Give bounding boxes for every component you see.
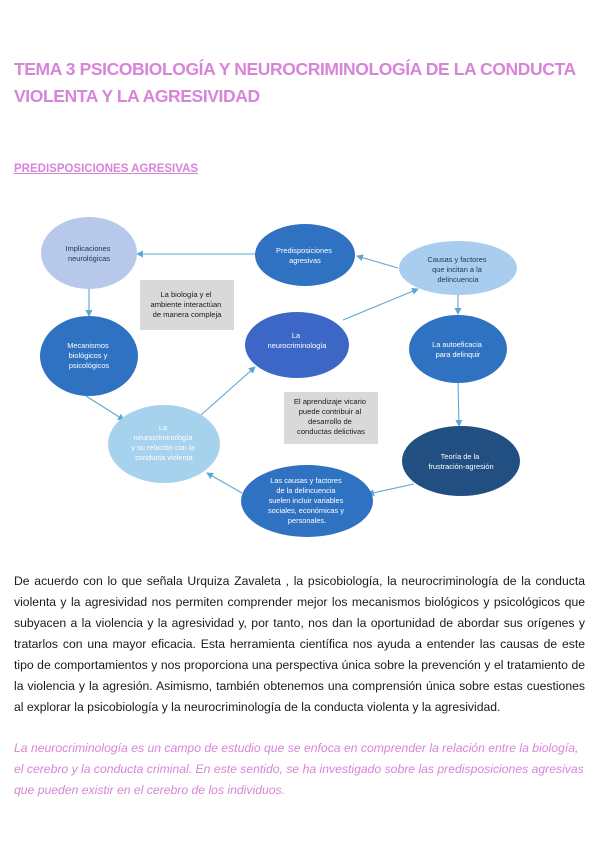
svg-text:La neurocriminología: La neurocriminología bbox=[267, 331, 327, 350]
svg-text:La autoeficacia para d: La autoeficacia para delinquir bbox=[432, 340, 482, 359]
arrow-mecanismos-relacion bbox=[86, 396, 124, 420]
arrow-autoeficacia-teoria bbox=[458, 382, 459, 426]
arrow-variables-relacion bbox=[207, 473, 242, 493]
concept-diagram bbox=[0, 195, 600, 545]
svg-text:El aprendizaje vicario: El aprendizaje vicario puede contribuir al desarrollo de conductas delictivas bbox=[293, 397, 367, 436]
node-neurocriminologia-relacion bbox=[108, 405, 220, 483]
arrow-teoria-variables bbox=[368, 484, 414, 494]
node-predisposiciones-agresivas bbox=[255, 224, 355, 286]
svg-text:Teoría de la frustraci: Teoría de la frustración-agresión bbox=[428, 452, 494, 471]
svg-text:La biología y el ambie: La biología y el ambiente interactúan de manera compleja bbox=[150, 290, 222, 319]
arrow-relacion-neuro bbox=[201, 367, 255, 415]
svg-text:Implicaciones neurológ: Implicaciones neurológicas bbox=[65, 244, 111, 263]
note-aprendizaje-vicario bbox=[284, 392, 378, 444]
svg-text:La neurocriminología: La neurocriminología y su relación con la conducta violenta bbox=[131, 423, 195, 462]
arrow-neuro-causas bbox=[343, 289, 418, 320]
italic-paragraph: La neurocriminología es un campo de estudio que se enfoca en comprender la relación entre la biología, el cerebro y la conducta criminal. En este sentido, se ha investigado sobre las predisposiciones agresivas que pueden existir en el cerebro de los individuos. bbox=[14, 741, 584, 797]
document-title: TEMA 3 PSICOBIOLOGÍA Y NEUROCRIMINOLOGÍA DE LA CONDUCTA VIOLENTA Y LA AGRESIVIDAD bbox=[14, 59, 576, 106]
node-neurocriminologia bbox=[245, 312, 349, 378]
body-paragraph: De acuerdo con lo que señala Urquiza Zavaleta , la psicobiología, la neurocriminología de la conducta violenta y la agresividad nos permiten comprender mejor los mecanismos biológicos y psicológicos que subyacen a la violencia y la agresividad y, por tanto, nos dan la oportunidad de abordar sus orígenes y tratarlos con una mayor eficacia. Esta herramienta científica nos ayuda a entender las causas de este tipo de comportamientos y nos proporciona una perspectiva única sobre la prevención y el tratamiento de la violencia y la agresión. Asimismo, también obtenemos una comprensión única sobre estas cuestiones al explorar la psicobiología y la neurocriminología de la conducta violenta y la agresividad. bbox=[14, 574, 585, 714]
section-heading: PREDISPOSICIONES AGRESIVAS bbox=[14, 163, 199, 175]
svg-text:Las causas y factores: Las causas y factores de la delincuencia suelen incluir variables sociales, económicas y personales. bbox=[267, 476, 344, 525]
node-causas-factores bbox=[399, 241, 517, 295]
node-mecanismos bbox=[40, 316, 138, 396]
arrow-causas-predisposiciones bbox=[357, 256, 398, 268]
node-teoria-frustracion bbox=[402, 426, 520, 496]
node-causas-variables bbox=[241, 465, 373, 537]
svg-text:Predisposiciones agres: Predisposiciones agresivas bbox=[276, 246, 332, 265]
node-autoeficacia bbox=[409, 315, 507, 383]
svg-text:Causas y factores que: Causas y factores que incitan a la delincuencia bbox=[427, 255, 487, 284]
note-biologia-ambiente bbox=[140, 280, 234, 330]
svg-text:Mecanismos biológicos: Mecanismos biológicos y psicológicos bbox=[67, 341, 110, 370]
node-implicaciones-neurologicas bbox=[41, 217, 137, 289]
